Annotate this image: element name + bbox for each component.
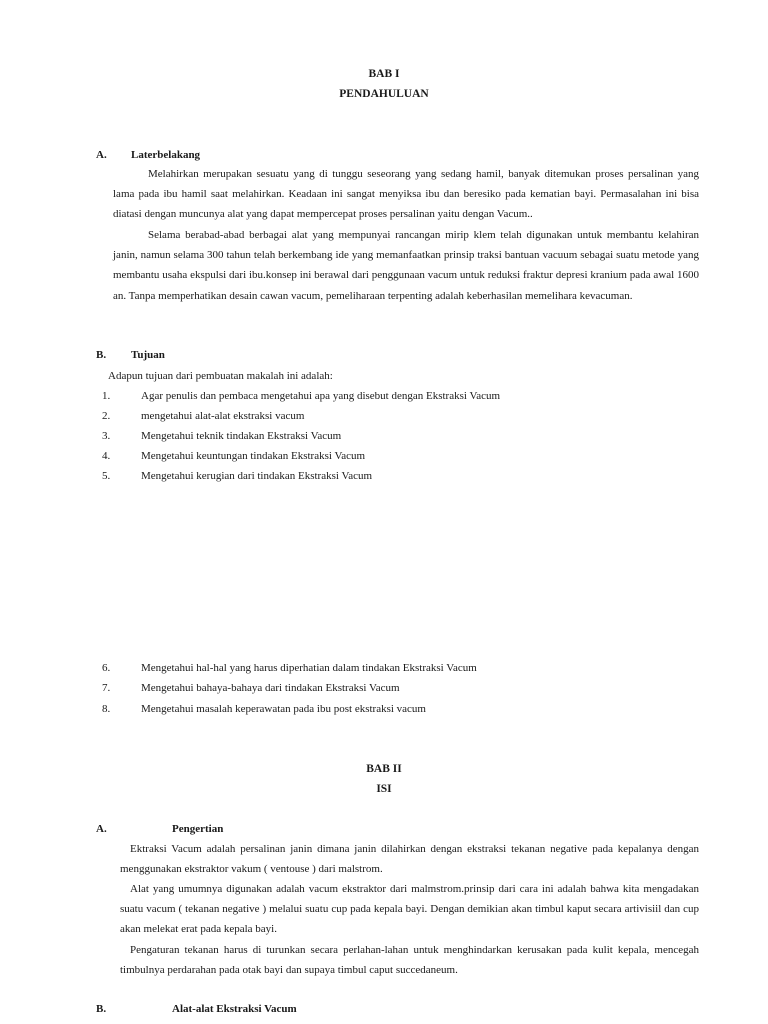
- chapter-title: BAB I: [368, 68, 400, 80]
- list-item: Mengetahui keuntungan tindakan Ekstraksi Vacum: [141, 450, 366, 462]
- chapter-subtitle: PENDAHULUAN: [339, 88, 429, 100]
- section-letter: B.: [96, 349, 107, 361]
- paragraph-text: Selama berabad-abad berbagai alat yang mempunyai rancangan mirip klem telah digunakan untuk membantu kelahiran janin, namun selama 300 tahun telah berkembang ide yang memanfaatkan prinsip traksi bantuan vacuum sebagai suatu metode yang membantu usaha ekspulsi dari ibu.konsep ini berawal dari penggunaan vacum untuk reduksi fraktur depresi kranium pada awal 1600 an. Tanpa memperhatikan desain cawan vacum, pemeliharaan terpenting adalah keberhasilan memelihara kevacuman.: [113, 229, 699, 302]
- list-item: Mengetahui masalah keperawatan pada ibu post ekstraksi vacum: [141, 703, 426, 715]
- paragraph-text: Ektraksi Vacum adalah persalinan janin dimana janin dilahirkan dengan ekstraksi tekanan negative pada kepalanya dengan menggunakan ekstraktor vakum ( ventouse ) dari malstrom.: [120, 843, 699, 876]
- section-heading: Pengertian: [172, 823, 224, 835]
- list-item: mengetahui alat-alat ekstraksi vacum: [141, 410, 305, 422]
- paragraph: [120, 879, 699, 940]
- section-letter: A.: [96, 149, 107, 161]
- section-heading: Tujuan: [131, 349, 165, 361]
- paragraph: [113, 164, 699, 225]
- section-letter: A.: [96, 823, 107, 835]
- list-item: Agar penulis dan pembaca mengetahui apa yang disebut dengan Ekstraksi Vacum: [141, 390, 501, 402]
- section-letter: B.: [96, 1003, 107, 1015]
- list-number: 6.: [102, 662, 111, 674]
- list-number: 1.: [102, 390, 111, 402]
- list-intro: Adapun tujuan dari pembuatan makalah ini adalah:: [108, 370, 333, 382]
- paragraph: [113, 225, 699, 306]
- paragraph: [120, 940, 699, 980]
- chapter-title: BAB II: [366, 763, 402, 775]
- section-heading: Alat-alat Ekstraksi Vacum: [172, 1003, 297, 1015]
- paragraph-text: Pengaturan tekanan harus di turunkan secara perlahan-lahan untuk menghindarkan kerusakan pada kulit kepala, mencegah timbulnya perdarahan pada otak bayi dan supaya timbul caput succedaneum.: [120, 944, 699, 977]
- section-heading: Laterbelakang: [131, 149, 201, 161]
- list-number: 8.: [102, 703, 111, 715]
- list-item: Mengetahui bahaya-bahaya dari tindakan Ekstraksi Vacum: [141, 682, 400, 694]
- paragraph: [120, 839, 699, 879]
- list-item: Mengetahui kerugian dari tindakan Ekstraksi Vacum: [141, 470, 373, 482]
- paragraph-text: Melahirkan merupakan sesuatu yang di tunggu seseorang yang sedang hamil, banyak ditemukan proses persalinan yang lama pada ibu hamil saat melahirkan. Keadaan ini sangat menyiksa ibu dan beresiko pada kematian bayi. Permasalahan ini bisa diatasi dengan muncunya alat yang dapat mempercepat proses persalinan yaitu dengan Vacum..: [113, 168, 699, 221]
- list-number: 2.: [102, 410, 111, 422]
- list-item: Mengetahui hal-hal yang harus diperhatian dalam tindakan Ekstraksi Vacum: [141, 662, 477, 674]
- list-number: 7.: [102, 682, 111, 694]
- list-number: 4.: [102, 450, 111, 462]
- list-number: 5.: [102, 470, 111, 482]
- chapter-subtitle: ISI: [376, 783, 392, 795]
- paragraph-text: Alat yang umumnya digunakan adalah vacum ekstraktor dari malmstrom.prinsip dari cara ini adalah bahwa kita mengadakan suatu vacum ( tekanan negative ) melalui suatu cup pada kepala bayi. Dengan demikian akan timbul kaput secara artivisiil dan cup akan melekat erat pada kepala bayi.: [120, 883, 699, 936]
- list-item: Mengetahui teknik tindakan Ekstraksi Vacum: [141, 430, 342, 442]
- list-number: 3.: [102, 430, 111, 442]
